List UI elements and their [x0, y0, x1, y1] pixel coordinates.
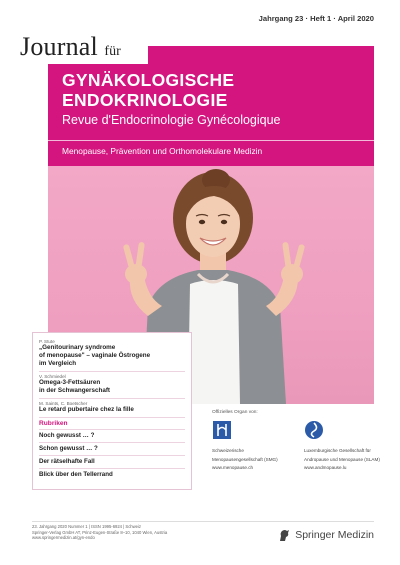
toc-rubric-label: Rubriken — [39, 420, 68, 427]
banner-divider — [48, 140, 374, 141]
title-banner — [48, 46, 374, 166]
toc-article[interactable] — [39, 374, 185, 395]
footer-line: 23. Jahrgang 2020 Nummer 1 | ISSN 1995-6924 | Schweiz — [32, 524, 142, 529]
toc-title: Le retard pubertaire chez la fille — [39, 406, 134, 413]
toc-title: of menopause" – vaginale Östrogene — [39, 352, 151, 359]
publisher-logo — [277, 528, 374, 542]
toc-article[interactable] — [39, 401, 185, 414]
footer-divider — [32, 521, 374, 522]
organ-url[interactable]: www.andmopause.lu — [304, 465, 347, 470]
organ-name: Luxemburgische Gesellschaft für — [304, 448, 371, 453]
journal-title — [62, 70, 234, 110]
organ-name: Menopausengesellschaft (SMG) — [212, 457, 278, 462]
organ-smg — [212, 420, 302, 470]
journal-tagline: Menopause, Prävention und Orthomolekulare Medizin — [62, 146, 263, 156]
toc-rubric-item[interactable]: Der rätselhafte Fall — [39, 458, 95, 465]
toc-article[interactable] — [39, 339, 185, 368]
organ-name: Andropause und Menopause (SLAM) — [304, 457, 380, 462]
toc-rubric-item[interactable]: Schon gewusst … ? — [39, 445, 98, 452]
toc-title: in der Schwangerschaft — [39, 387, 111, 394]
toc-rubric-item[interactable]: Blick über den Tellerrand — [39, 471, 113, 478]
journal-fuer: für — [104, 44, 121, 59]
footer-imprint — [32, 524, 252, 541]
toc-author: P. Stute — [39, 339, 55, 344]
title-line-1: GYNÄKOLOGISCHE — [62, 70, 235, 90]
title-line-2: ENDOKRINOLOGIE — [62, 90, 228, 110]
springer-horse-icon — [277, 528, 291, 542]
toc-title: Omega-3-Fettsäuren — [39, 379, 101, 386]
smg-logo-icon — [212, 420, 232, 440]
issue-line: Jahrgang 23 · Heft 1 · April 2020 — [258, 14, 374, 23]
journal-label — [14, 28, 148, 64]
organ-slam — [304, 420, 394, 470]
toc-divider — [39, 468, 185, 469]
table-of-contents — [32, 332, 192, 490]
official-organs — [212, 410, 392, 490]
organs-label: Offizielles Organ von: — [212, 410, 258, 415]
publisher-name: Springer Medizin — [295, 529, 374, 541]
footer-line[interactable]: www.springermedizin.at/gyn-endo — [32, 535, 95, 541]
slam-logo-icon — [304, 420, 324, 440]
journal-subtitle: Revue d'Endocrinologie Gynécologique — [62, 113, 281, 127]
footer-line: Springer-Verlag GmbH AT, Prinz-Eugen-Straße 8–10, 1040 Wien, Austria — [32, 529, 168, 535]
toc-title: „Genitourinary syndrome — [39, 344, 116, 351]
toc-divider — [39, 429, 185, 430]
toc-divider — [39, 442, 185, 443]
toc-divider — [39, 455, 185, 456]
toc-divider — [39, 417, 185, 418]
toc-title: im Vergleich — [39, 360, 77, 367]
toc-divider — [39, 398, 185, 399]
journal-word: Journal — [20, 32, 98, 61]
toc-author: M. Saints, C. Boetscher — [39, 401, 88, 406]
toc-rubric-item[interactable]: Noch gewusst … ? — [39, 432, 95, 439]
organ-url[interactable]: www.menopause.ch — [212, 465, 254, 470]
toc-divider — [39, 371, 185, 372]
toc-author: V. Schmiedel — [39, 374, 66, 379]
organ-name: Schweizerische — [212, 448, 244, 453]
